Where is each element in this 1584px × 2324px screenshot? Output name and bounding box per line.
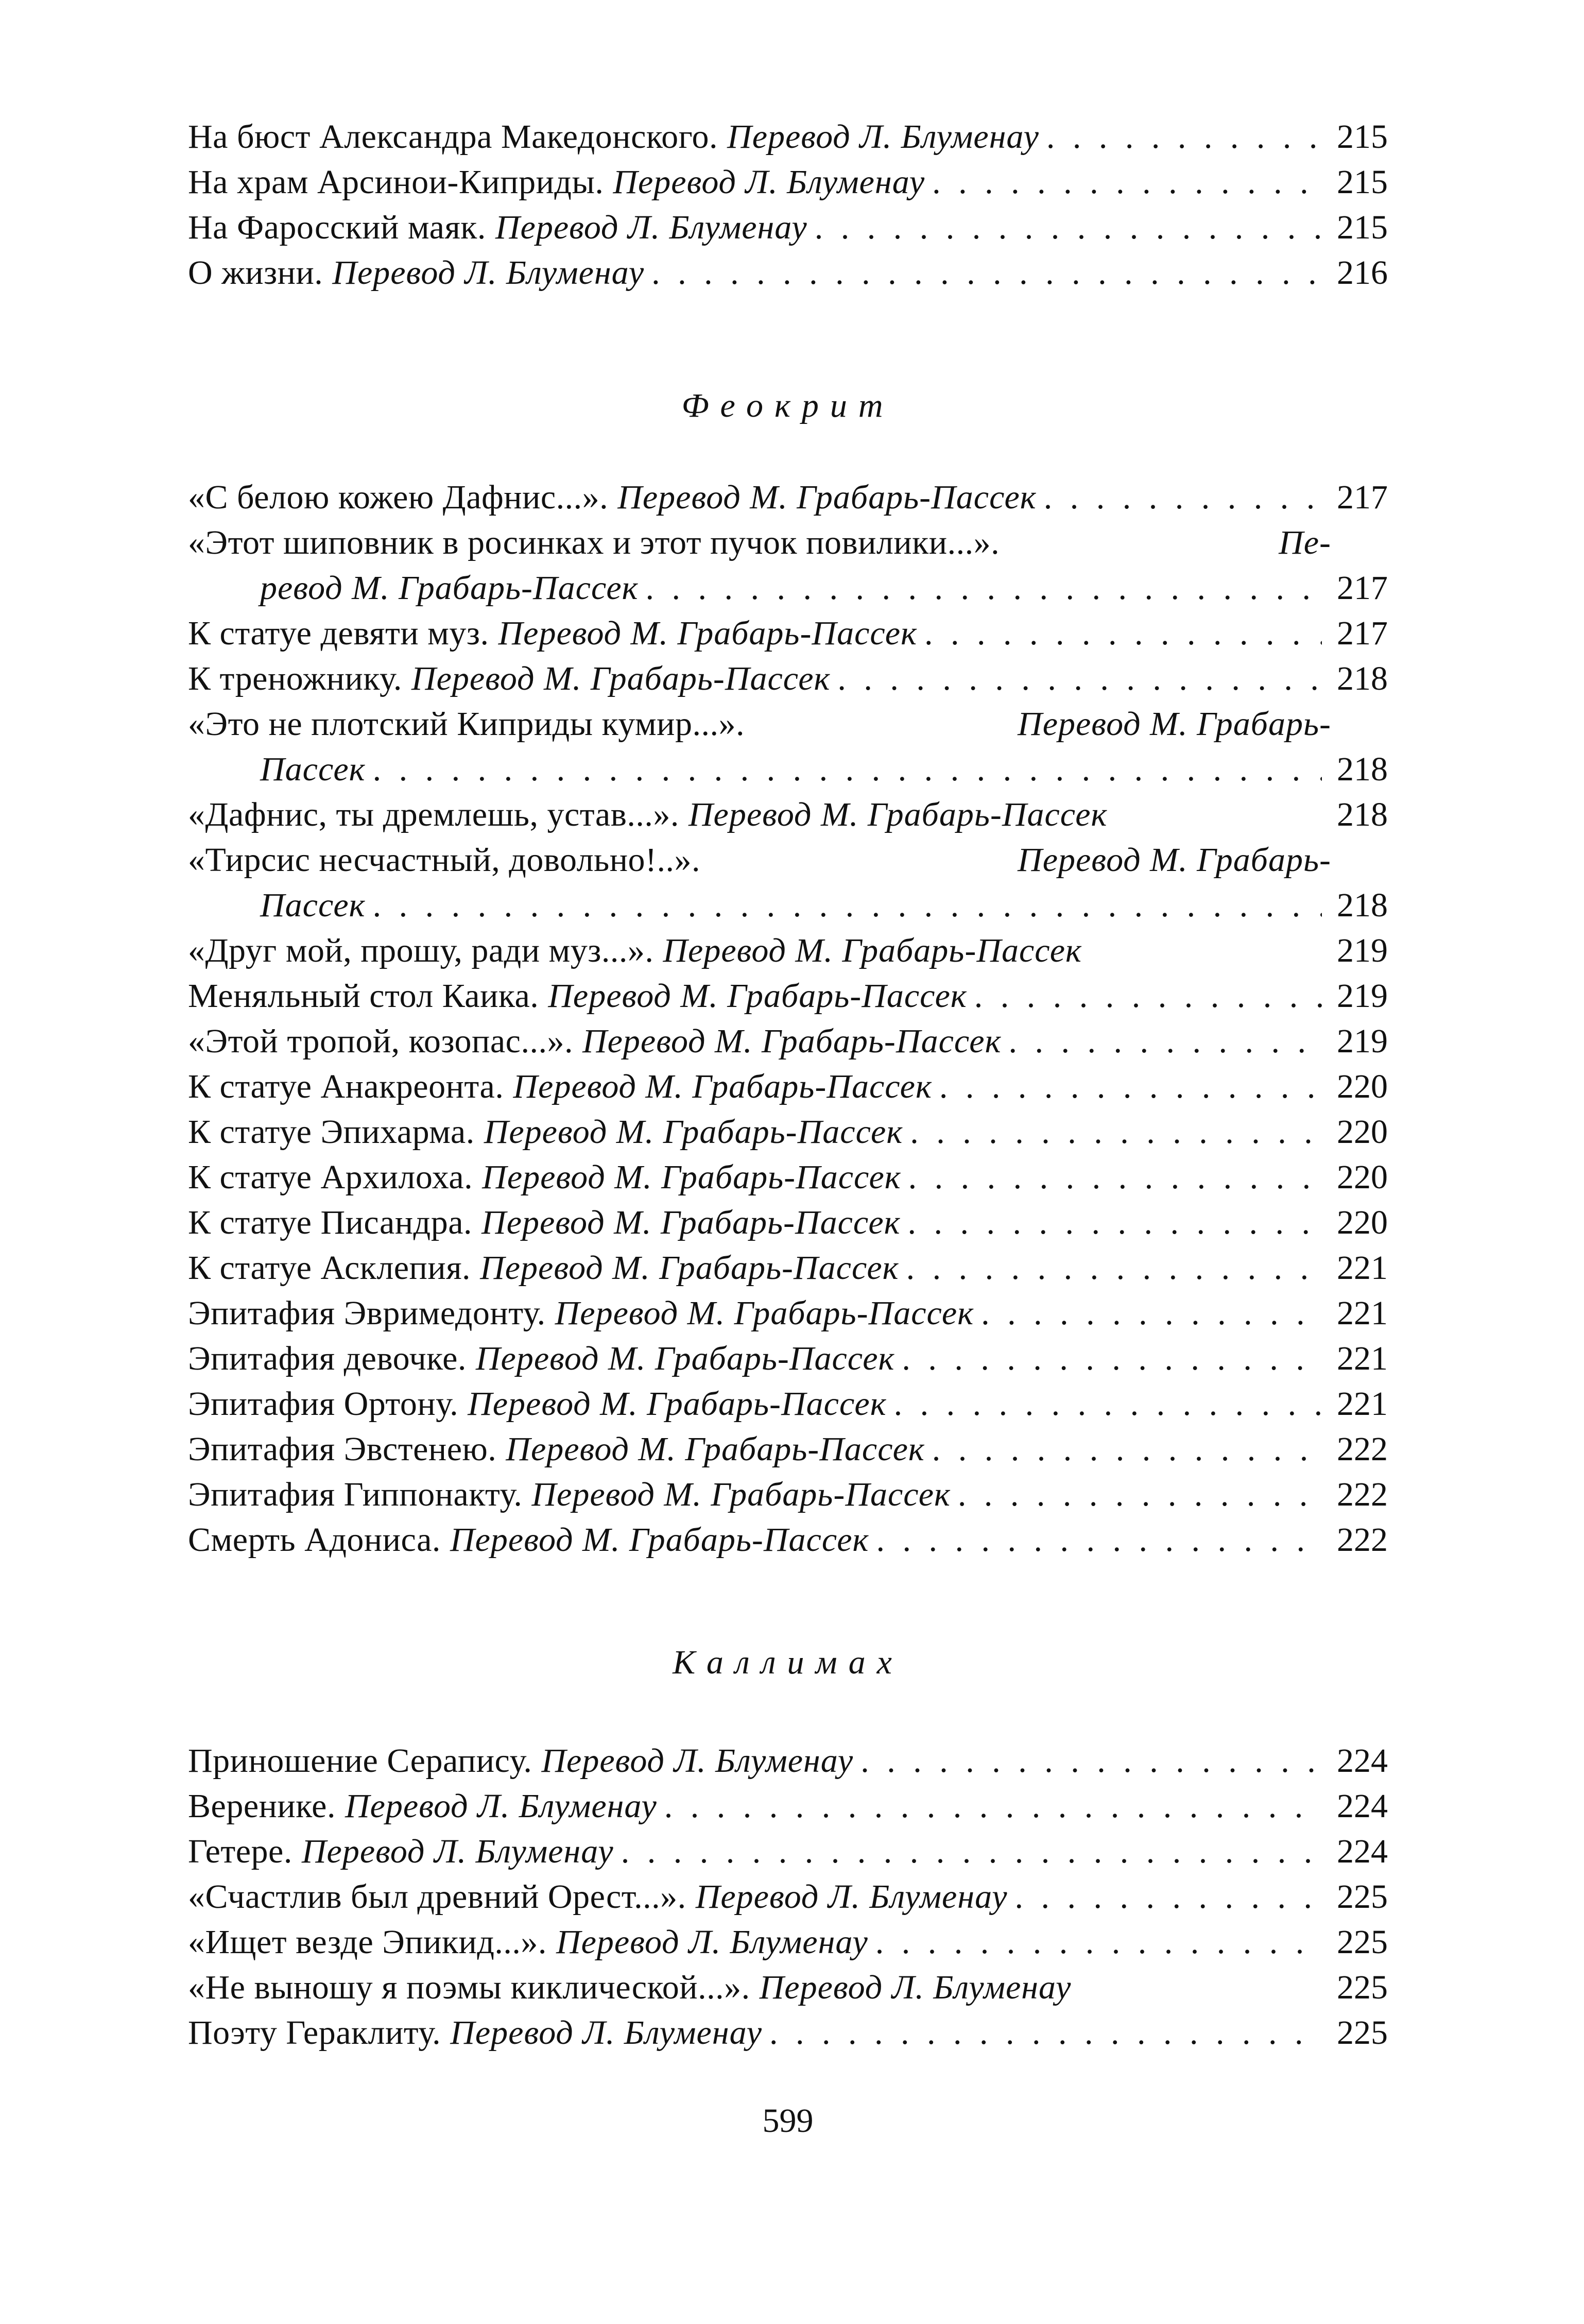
toc-entry xyxy=(188,702,1388,792)
entry-page: 224 xyxy=(1337,1787,1388,1825)
entry-page: 219 xyxy=(1337,932,1388,969)
entry-page: 218 xyxy=(1337,886,1388,924)
toc-entry xyxy=(188,2010,1388,2056)
leader-dots xyxy=(894,1381,1322,1427)
entry-translator: Перевод М. Грабарь-Пассек xyxy=(475,1340,895,1377)
toc-entry xyxy=(188,1019,1388,1064)
leader-dots xyxy=(815,205,1322,250)
entry-page: 225 xyxy=(1337,1923,1388,1961)
entry-translator: Пассек xyxy=(260,886,366,924)
entry-page: 216 xyxy=(1337,254,1388,292)
toc-entry xyxy=(188,1965,1388,2010)
toc-entry xyxy=(188,1336,1388,1381)
leader-dots xyxy=(932,1427,1322,1472)
leader-dots xyxy=(958,1472,1322,1517)
entry-translator: Перевод М. Грабарь-Пассек xyxy=(468,1385,887,1423)
entry-page: 224 xyxy=(1337,1833,1388,1870)
leader-dots xyxy=(875,1920,1322,1965)
entry-translator: Перевод Л. Блуменау xyxy=(613,163,925,201)
leader-dots xyxy=(924,611,1322,656)
entry-translator: Перевод М. Грабарь-Пассек xyxy=(411,660,831,697)
leader-dots xyxy=(1008,1019,1322,1064)
entry-translator: Перевод М. Грабарь- xyxy=(1018,841,1331,879)
entry-translator: Перевод Л. Блуменау xyxy=(301,1833,614,1870)
entry-translator: Перевод Л. Блуменау xyxy=(345,1787,657,1825)
entry-translator: Перевод М. Грабарь-Пассек xyxy=(688,796,1108,833)
entry-translator: Перевод М. Грабарь-Пассек xyxy=(482,1158,901,1196)
toc-entry xyxy=(188,475,1388,520)
entry-page: 217 xyxy=(1337,569,1388,607)
entry-title: О жизни. xyxy=(188,254,323,292)
entry-translator: Перевод Л. Блуменау xyxy=(495,209,807,246)
entry-translator: Перевод М. Грабарь-Пассек xyxy=(531,1476,951,1513)
entry-title: «Этой тропой, козопас...». xyxy=(188,1022,573,1060)
leader-dots xyxy=(908,1155,1322,1200)
entry-page: 218 xyxy=(1337,660,1388,697)
entry-title: «Тирсис несчастный, довольно!..». xyxy=(188,841,700,879)
toc-entry xyxy=(188,656,1388,702)
entry-page: 222 xyxy=(1337,1476,1388,1513)
entry-translator: Перевод М. Грабарь-Пассек xyxy=(481,1204,901,1241)
toc-entry xyxy=(188,1472,1388,1517)
toc-page xyxy=(188,0,1388,2324)
entry-page: 218 xyxy=(1337,796,1388,833)
entry-title: К статуе Архилоха. xyxy=(188,1158,473,1196)
toc-entry xyxy=(188,250,1388,296)
entry-title: К статуе девяти муз. xyxy=(188,614,489,652)
entry-translator: Перевод Л. Блуменау xyxy=(541,1742,854,1780)
entry-page: 219 xyxy=(1337,1022,1388,1060)
toc-entry xyxy=(188,1291,1388,1336)
entry-page: 225 xyxy=(1337,2014,1388,2052)
toc-entry xyxy=(188,1427,1388,1472)
toc-entry xyxy=(188,928,1388,973)
entry-title: «Ищет везде Эпикид...». xyxy=(188,1923,547,1961)
entry-translator: ревод М. Грабарь-Пассек xyxy=(260,569,639,607)
entry-translator: Перевод М. Грабарь- xyxy=(1018,705,1331,743)
leader-dots xyxy=(1046,114,1322,160)
leader-dots xyxy=(910,1109,1322,1155)
toc-section-callimachus xyxy=(188,1738,1388,2056)
entry-page: 224 xyxy=(1337,1742,1388,1780)
entry-translator: Перевод М. Грабарь-Пассек xyxy=(506,1430,925,1468)
section-heading-callimachus: Каллимах xyxy=(673,1644,903,1681)
toc-entry xyxy=(188,1920,1388,1965)
entry-translator: Перевод М. Грабарь-Пассек xyxy=(480,1249,899,1287)
entry-translator: Перевод Л. Блуменау xyxy=(556,1923,868,1961)
entry-page: 225 xyxy=(1337,1969,1388,2006)
entry-translator: Перевод М. Грабарь-Пассек xyxy=(484,1113,903,1151)
entry-title: Эпитафия Гиппонакту. xyxy=(188,1476,523,1513)
toc-entry xyxy=(188,205,1388,250)
entry-title: К статуе Асклепия. xyxy=(188,1249,471,1287)
entry-page: 217 xyxy=(1337,614,1388,652)
entry-page: 225 xyxy=(1337,1878,1388,1916)
toc-entry xyxy=(188,1200,1388,1245)
entry-page: 220 xyxy=(1337,1158,1388,1196)
toc-section-theocritus xyxy=(188,475,1388,1563)
toc-entry xyxy=(188,520,1388,611)
toc-entry xyxy=(188,1381,1388,1427)
entry-translator: Перевод М. Грабарь-Пассек xyxy=(555,1294,974,1332)
toc-entry xyxy=(188,792,1388,838)
leader-dots xyxy=(651,250,1322,296)
entry-title: «Счастлив был древний Орест...». xyxy=(188,1878,686,1916)
entry-title: «С белою кожею Дафнис...». xyxy=(188,479,609,516)
leader-dots xyxy=(860,1738,1322,1784)
entry-page: 222 xyxy=(1337,1430,1388,1468)
entry-page: 215 xyxy=(1337,209,1388,246)
entry-title: «Друг мой, прошу, ради муз...». xyxy=(188,932,654,969)
leader-dots xyxy=(902,1336,1322,1381)
leader-dots xyxy=(1044,475,1322,520)
entry-title: Меняльный стол Каика. xyxy=(188,977,539,1015)
leader-dots xyxy=(646,566,1322,611)
entry-translator: Перевод Л. Блуменау xyxy=(759,1969,1072,2006)
entry-translator: Пе- xyxy=(1279,524,1331,561)
entry-title: Приношение Серапису. xyxy=(188,1742,532,1780)
entry-title: К статуе Анакреонта. xyxy=(188,1068,504,1105)
leader-dots xyxy=(769,2010,1322,2056)
entry-page: 215 xyxy=(1337,163,1388,201)
entry-title: «Этот шиповник в росинках и этот пучок повилики...». xyxy=(188,524,1000,561)
entry-translator: Перевод М. Грабарь-Пассек xyxy=(513,1068,932,1105)
toc-entry xyxy=(188,1829,1388,1874)
entry-translator: Перевод М. Грабарь-Пассек xyxy=(548,977,967,1015)
page-number: 599 xyxy=(762,2102,814,2140)
toc-entry xyxy=(188,973,1388,1019)
entry-title: «Не выношу я поэмы киклической...». xyxy=(188,1969,750,2006)
toc-entry xyxy=(188,1245,1388,1291)
toc-entry xyxy=(188,838,1388,928)
entry-title: Эпитафия девочке. xyxy=(188,1340,467,1377)
leader-dots xyxy=(1015,1874,1322,1920)
entry-translator: Перевод Л. Блуменау xyxy=(332,254,645,292)
entry-translator: Перевод Л. Блуменау xyxy=(450,2014,763,2052)
toc-entry xyxy=(188,1109,1388,1155)
entry-title: К треножнику. xyxy=(188,660,402,697)
entry-title: На Фаросский маяк. xyxy=(188,209,486,246)
toc-section-continued xyxy=(188,114,1388,296)
entry-title: На храм Арсинои-Киприды. xyxy=(188,163,604,201)
toc-entry xyxy=(188,1874,1388,1920)
entry-title: Смерть Адониса. xyxy=(188,1521,441,1559)
entry-page: 221 xyxy=(1337,1385,1388,1423)
entry-page: 215 xyxy=(1337,118,1388,156)
entry-page: 218 xyxy=(1337,750,1388,788)
entry-translator: Перевод М. Грабарь-Пассек xyxy=(663,932,1082,969)
entry-title: Эпитафия Ортону. xyxy=(188,1385,459,1423)
leader-dots xyxy=(373,883,1322,928)
entry-title: «Это не плотский Киприды кумир...». xyxy=(188,705,745,743)
entry-title: Эпитафия Эвстенею. xyxy=(188,1430,497,1468)
entry-page: 222 xyxy=(1337,1521,1388,1559)
entry-page: 221 xyxy=(1337,1340,1388,1377)
entry-title: «Дафнис, ты дремлешь, устав...». xyxy=(188,796,679,833)
toc-entry xyxy=(188,1738,1388,1784)
leader-dots xyxy=(664,1784,1322,1829)
leader-dots xyxy=(981,1291,1322,1336)
entry-title: Гетере. xyxy=(188,1833,292,1870)
leader-dots xyxy=(974,973,1322,1019)
entry-title: Веренике. xyxy=(188,1787,336,1825)
entry-page: 219 xyxy=(1337,977,1388,1015)
entry-translator: Перевод М. Грабарь-Пассек xyxy=(450,1521,869,1559)
toc-entry xyxy=(188,611,1388,656)
toc-entry xyxy=(188,1784,1388,1829)
toc-entry xyxy=(188,1517,1388,1563)
toc-entry xyxy=(188,1155,1388,1200)
leader-dots xyxy=(621,1829,1322,1874)
entry-title: На бюст Александра Македонского. xyxy=(188,118,718,156)
entry-translator: Перевод М. Грабарь-Пассек xyxy=(582,1022,1002,1060)
entry-translator: Пассек xyxy=(260,750,366,788)
entry-page: 220 xyxy=(1337,1113,1388,1151)
leader-dots xyxy=(906,1245,1322,1291)
entry-translator: Перевод Л. Блуменау xyxy=(695,1878,1008,1916)
entry-title: Эпитафия Эвримедонту. xyxy=(188,1294,546,1332)
entry-title: Поэту Гераклиту. xyxy=(188,2014,441,2052)
entry-translator: Перевод М. Грабарь-Пассек xyxy=(617,479,1037,516)
entry-translator: Перевод Л. Блуменау xyxy=(727,118,1039,156)
toc-entry xyxy=(188,114,1388,160)
entry-title: К статуе Эпихарма. xyxy=(188,1113,475,1151)
toc-entry xyxy=(188,160,1388,205)
entry-page: 221 xyxy=(1337,1294,1388,1332)
leader-dots xyxy=(908,1200,1322,1245)
entry-page: 217 xyxy=(1337,479,1388,516)
leader-dots xyxy=(932,160,1322,205)
leader-dots xyxy=(373,747,1322,792)
entry-page: 220 xyxy=(1337,1204,1388,1241)
leader-dots xyxy=(939,1064,1322,1109)
toc-entry xyxy=(188,1064,1388,1109)
entry-title: К статуе Писандра. xyxy=(188,1204,473,1241)
entry-page: 220 xyxy=(1337,1068,1388,1105)
leader-dots xyxy=(837,656,1322,702)
section-heading-theocritus: Феокрит xyxy=(681,387,894,424)
entry-translator: Перевод М. Грабарь-Пассек xyxy=(498,614,917,652)
entry-page: 221 xyxy=(1337,1249,1388,1287)
leader-dots xyxy=(876,1517,1322,1563)
